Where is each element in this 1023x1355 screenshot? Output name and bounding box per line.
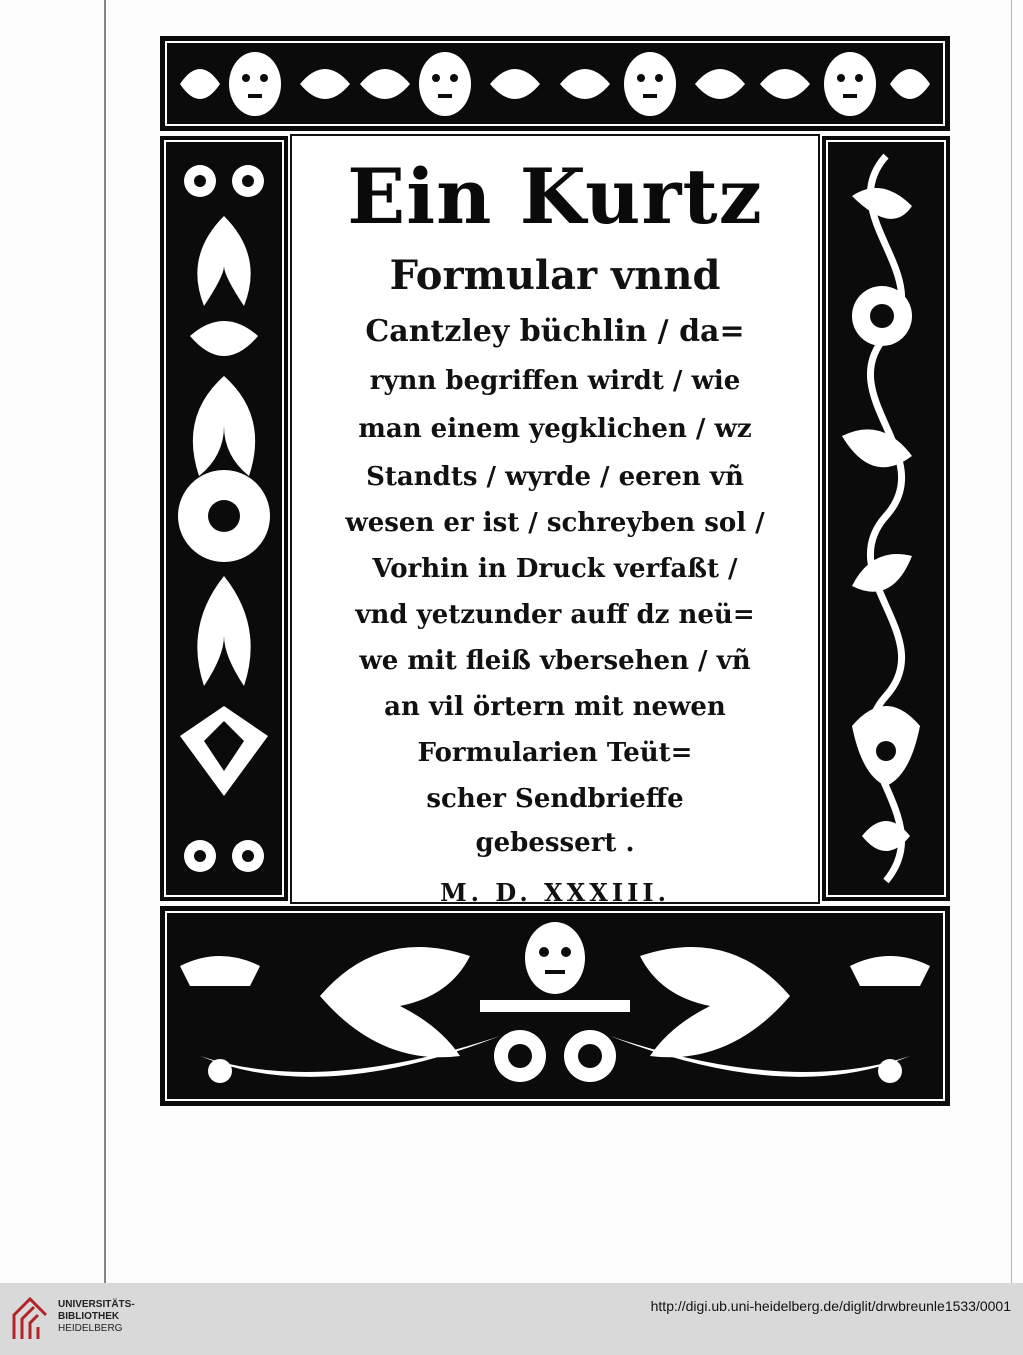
title-line-12: scher Sendbrieffe bbox=[426, 784, 684, 814]
gutter-line bbox=[104, 0, 106, 1283]
title-line-2: Cantzley büchlin / da= bbox=[365, 314, 745, 349]
publication-date: M. D. XXXIII. bbox=[440, 878, 670, 907]
title-line-1: Formular vnnd bbox=[389, 252, 721, 299]
left-border-ornament bbox=[160, 136, 288, 901]
bottom-border-ornament bbox=[160, 906, 950, 1106]
title-line-6: wesen er ist / schreyben sol / bbox=[345, 508, 765, 538]
title-line-3: rynn begriffen wirdt / wie bbox=[369, 366, 741, 396]
library-name-line-1: UNIVERSITÄTS- bbox=[58, 1299, 135, 1310]
right-border-ornament bbox=[822, 136, 950, 901]
left-border-band bbox=[160, 136, 288, 901]
title-line-10: an vil örtern mit newen bbox=[384, 692, 726, 722]
library-name-line-2: BIBLIOTHEK bbox=[58, 1311, 120, 1322]
title-line-8: vnd yetzunder auff dz neü= bbox=[355, 600, 755, 630]
right-border-band bbox=[822, 136, 950, 901]
woodcut-frame bbox=[160, 36, 950, 1106]
title-line-11: Formularien Teüt= bbox=[417, 738, 693, 768]
title-line-9: we mit fleiß vbersehen / vñ bbox=[359, 646, 751, 676]
top-border-ornament bbox=[160, 36, 950, 131]
viewer-footer bbox=[0, 1283, 1023, 1355]
title-line-4: man einem yegklichen / wz bbox=[358, 414, 752, 444]
permalink-url[interactable]: http://digi.ub.uni-heidelberg.de/diglit/drwbreunle1533/0001 bbox=[650, 1298, 1011, 1314]
bottom-border-band bbox=[160, 906, 950, 1106]
library-logo-icon[interactable] bbox=[10, 1295, 50, 1343]
title-line-7: Vorhin in Druck verfaßt / bbox=[372, 554, 738, 584]
title-text-panel bbox=[290, 134, 820, 907]
page-edge-line bbox=[1011, 0, 1012, 1283]
library-name-line-3: HEIDELBERG bbox=[58, 1323, 123, 1334]
title-line-13: gebessert . bbox=[475, 828, 635, 858]
top-border-band bbox=[160, 36, 950, 131]
title-line-5: Standts / wyrde / eeren vñ bbox=[366, 462, 744, 492]
book-title: Ein Kurtz bbox=[347, 152, 763, 241]
library-name[interactable] bbox=[58, 1299, 135, 1335]
